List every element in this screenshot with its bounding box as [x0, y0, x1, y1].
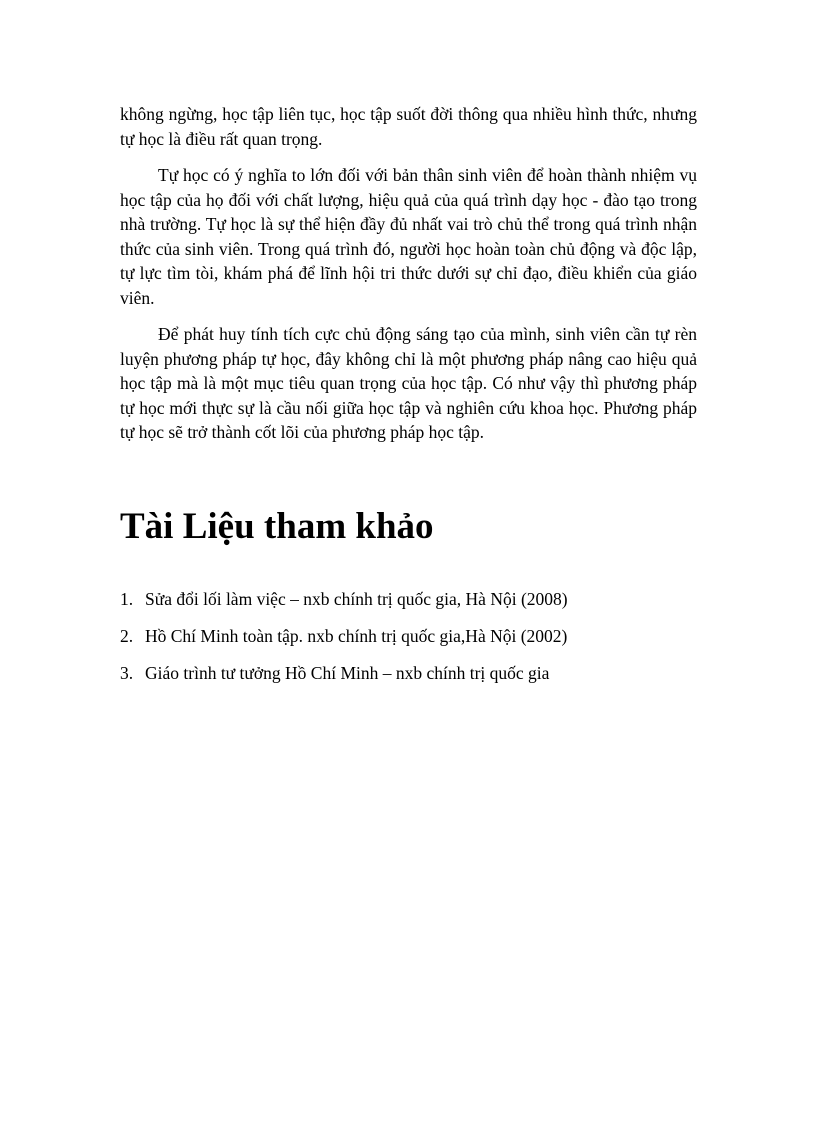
- references-list: [120, 587, 697, 685]
- reference-number: 3.: [120, 662, 134, 683]
- body-paragraph-continuation: không ngừng, học tập liên tục, học tập suốt đời thông qua nhiều hình thức, nhưng tự học là điều rất quan trọng.: [120, 104, 697, 149]
- body-paragraph-self-study-method: Để phát huy tính tích cực chủ động sáng tạo của mình, sinh viên cần tự rèn luyện phương pháp tự học, đây không chỉ là một phương pháp nâng cao hiệu quả học tập mà là một mục tiêu quan trọng của học tập. Có như vậy thì phương pháp tự học mới thực sự là cầu nối giữa học tập và nghiên cứu khoa học. Phương pháp tự học sẽ trở thành cốt lõi của phương pháp học tập.: [120, 324, 697, 442]
- reference-number: 2.: [120, 625, 134, 646]
- reference-item: [120, 624, 697, 648]
- reference-item: [120, 661, 697, 685]
- reference-text: Giáo trình tư tưởng Hồ Chí Minh – nxb chính trị quốc gia: [145, 662, 550, 683]
- body-paragraph-self-study-meaning: Tự học có ý nghĩa to lớn đối với bản thân sinh viên để hoàn thành nhiệm vụ học tập của họ đối với chất lượng, hiệu quả của quá trình dạy học - đào tạo trong nhà trường. Tự học là sự thể hiện đầy đủ nhất vai trò chủ thể trong quá trình nhận thức của sinh viên. Trong quá trình đó, người học hoàn toàn chủ động và độc lập, tự lực tìm tòi, khám phá để lĩnh hội tri thức dưới sự chỉ đạo, điều khiển của giáo viên.: [120, 165, 697, 308]
- reference-item: [120, 587, 697, 611]
- reference-text: Sửa đổi lối làm việc – nxb chính trị quốc gia, Hà Nội (2008): [145, 588, 568, 609]
- references-heading: Tài Liệu tham khảo: [120, 505, 434, 547]
- reference-number: 1.: [120, 588, 134, 609]
- reference-text: Hồ Chí Minh toàn tập. nxb chính trị quốc gia,Hà Nội (2002): [145, 625, 568, 646]
- document-page: [120, 102, 697, 698]
